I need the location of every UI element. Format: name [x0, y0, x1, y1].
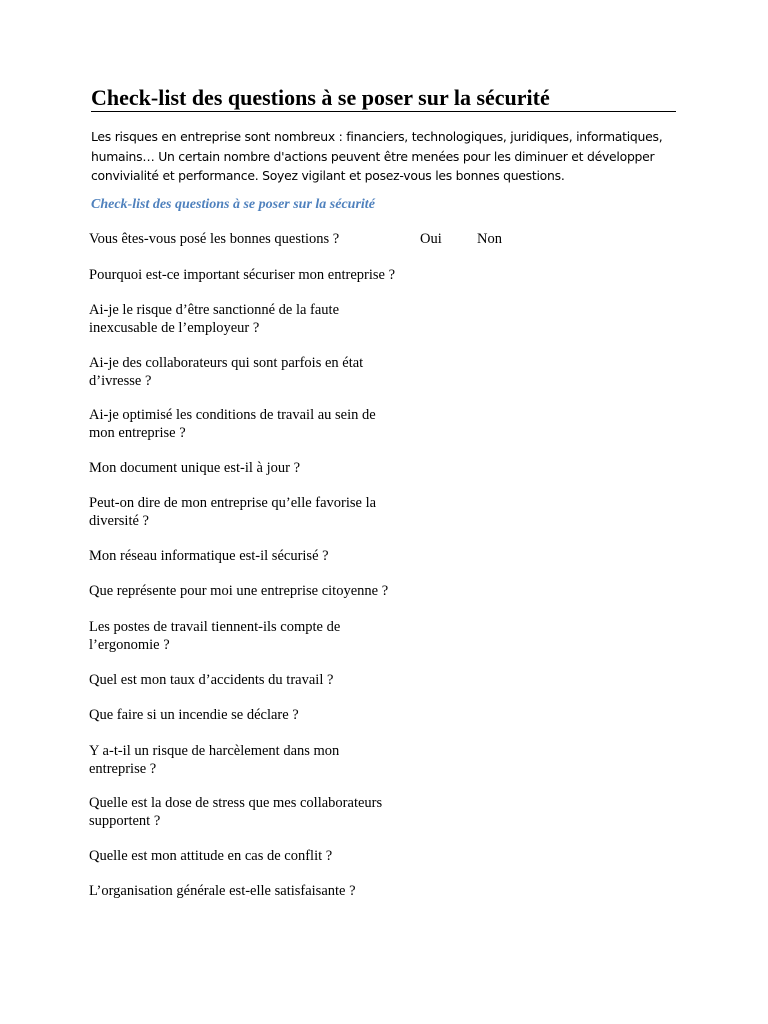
question-line: d’ivresse ?: [89, 372, 152, 389]
question-line: Quelle est la dose de stress que mes collaborateurs: [89, 795, 383, 811]
question-line: supportent ?: [89, 812, 161, 829]
intro-line: humains… Un certain nombre d'actions peuvent être menées pour les diminuer et développer: [91, 148, 655, 164]
question-line: inexcusable de l’employeur ?: [89, 319, 260, 336]
intro-line: convivialité et performance. Soyez vigilant et posez-vous les bonnes questions.: [91, 168, 565, 183]
question-line: Que faire si un incendie se déclare ?: [89, 707, 299, 723]
question-item: [89, 548, 419, 566]
question-item: [89, 407, 419, 442]
question-line: Ai-je des collaborateurs qui sont parfois en état: [89, 355, 364, 371]
question-line: Mon document unique est-il à jour ?: [89, 460, 301, 476]
question-line: Vous êtes-vous posé les bonnes questions ?: [89, 231, 340, 247]
question-line: Quel est mon taux d’accidents du travail ?: [89, 672, 334, 688]
question-line: diversité ?: [89, 512, 149, 529]
question-line: Y a-t-il un risque de harcèlement dans mon: [89, 743, 340, 759]
question-item: [89, 495, 419, 530]
question-line: Ai-je optimisé les conditions de travail au sein de: [89, 407, 376, 423]
question-line: Quelle est mon attitude en cas de conflit ?: [89, 848, 333, 864]
question-item: [89, 583, 419, 601]
question-line: Pourquoi est-ce important sécuriser mon entreprise ?: [89, 267, 396, 283]
question-line: Mon réseau informatique est-il sécurisé ?: [89, 548, 329, 564]
question-item: [89, 619, 419, 654]
question-item: [89, 795, 419, 830]
question-item: [89, 267, 419, 285]
intro-line: Les risques en entreprise sont nombreux : financiers, technologiques, juridiques, informatiques,: [91, 129, 663, 144]
question-item: [89, 460, 419, 478]
question-line: Peut-on dire de mon entreprise qu’elle favorise la: [89, 495, 377, 511]
question-line: l’ergonomie ?: [89, 636, 170, 653]
answer-label-no: Non: [477, 231, 502, 247]
section-heading: Check-list des questions à se poser sur la sécurité: [91, 197, 375, 212]
question-line: mon entreprise ?: [89, 424, 186, 441]
question-item: [89, 355, 419, 390]
question-line: Ai-je le risque d’être sanctionné de la faute: [89, 302, 340, 318]
intro-paragraph: [91, 127, 671, 186]
question-item: [89, 672, 419, 690]
question-item: [89, 883, 419, 901]
question-item: [89, 231, 419, 249]
answer-label-yes: Oui: [420, 231, 442, 247]
question-item: [89, 302, 419, 337]
question-item: [89, 743, 419, 778]
question-item: [89, 707, 419, 725]
document-title: Check-list des questions à se poser sur la sécurité: [91, 84, 676, 112]
question-line: Les postes de travail tiennent-ils compte de: [89, 619, 341, 635]
question-line: L’organisation générale est-elle satisfaisante ?: [89, 883, 356, 899]
question-line: Que représente pour moi une entreprise citoyenne ?: [89, 583, 389, 599]
question-line: entreprise ?: [89, 760, 157, 777]
question-item: [89, 848, 419, 866]
